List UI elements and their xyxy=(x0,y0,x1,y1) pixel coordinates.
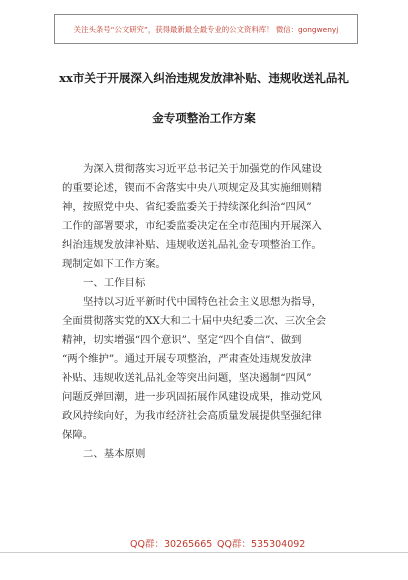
intro-line: 纠治违规发放津补贴、违规收送礼品礼金专项整治工作。 xyxy=(62,239,322,251)
qq-group-2: QQ群：535304092 xyxy=(217,539,306,550)
section-1-line: 精神，切实增强“四个意识”、坚定“四个自信”、做到 xyxy=(62,334,302,346)
section-2-heading: 二、基本原则 xyxy=(83,448,146,460)
intro-line: 为深入贯彻落实习近平总书记关于加强党的作风建设 xyxy=(83,163,322,175)
promo-banner xyxy=(54,14,358,44)
intro-line: 现制定如下工作方案。 xyxy=(62,258,166,270)
qq-group-1: QQ群：30265665 xyxy=(130,539,213,550)
document-title-line-2: 金专项整治工作方案 xyxy=(152,111,256,125)
section-1-line: 问题反弹回潮，进一步巩固拓展作风建设成果，推动党风 xyxy=(62,391,322,403)
section-1-line: 补贴、违规收送礼品礼金等突出问题，坚决遏制“四风” xyxy=(62,372,312,384)
document-title-line-1: xx市关于开展深入纠治违规发放津补贴、违规收送礼品礼 xyxy=(59,71,349,85)
section-1-line: 坚持以习近平新时代中国特色社会主义思想为指导， xyxy=(83,296,322,308)
section-1-line: 全面贯彻落实党的XX大和二十届中央纪委二次、三次全会 xyxy=(62,315,327,327)
footer-divider xyxy=(0,552,408,553)
footer-bar xyxy=(0,532,408,552)
intro-line: 的重要论述，锲而不舍落实中央八项规定及其实施细则精 xyxy=(62,182,322,194)
intro-line: 神，按照党中央、省纪委监委关于持续深化纠治“四风” xyxy=(62,201,312,213)
section-1-line: 政风持续向好，为我市经济社会高质量发展提供坚强纪律 xyxy=(62,410,322,422)
section-1-heading: 一、工作目标 xyxy=(83,277,146,289)
promo-text: 关注头条号“公文研究”，获得最新最全最专业的公文资料库！ 微信：gongwenyj xyxy=(73,24,339,34)
section-1-line: 保障。 xyxy=(62,429,94,441)
intro-line: 工作的部署要求，市纪委监委决定在全市范围内开展深入 xyxy=(62,220,322,232)
intro-paragraph xyxy=(62,160,352,464)
section-1-line: “两个维护”。通过开展专项整治，严肃查处违规发放津 xyxy=(62,353,312,365)
